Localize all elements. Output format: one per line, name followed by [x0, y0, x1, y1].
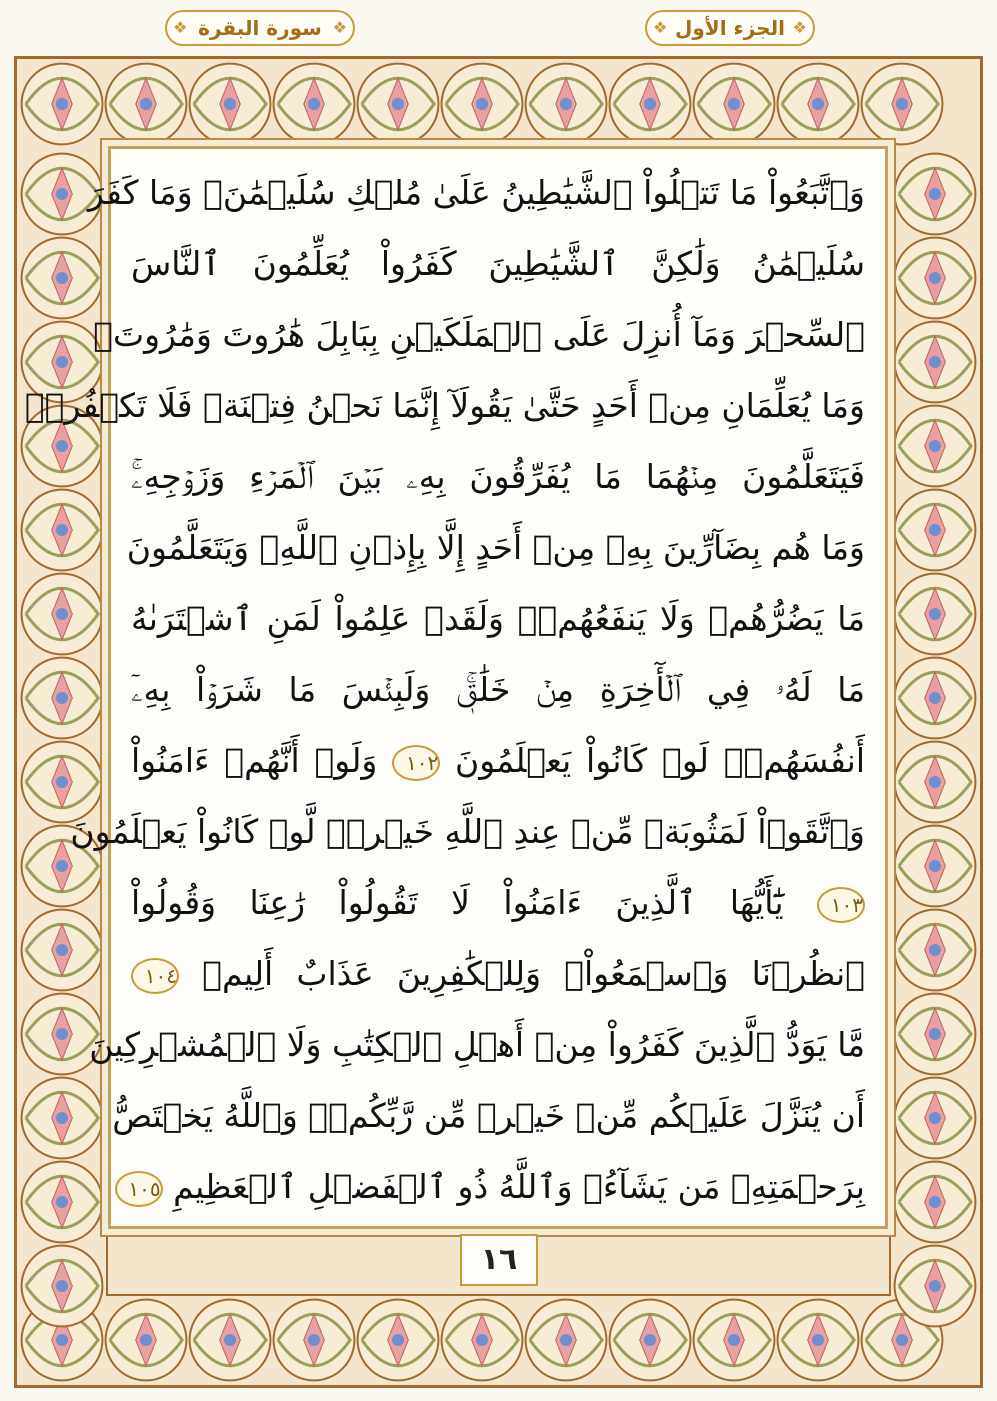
ornament-dot: [560, 1334, 572, 1346]
ornament-dot: [392, 1334, 404, 1346]
ornament-dot: [560, 98, 572, 110]
quran-line: [131, 938, 865, 1010]
quran-line: [131, 583, 865, 655]
ornament-dot: [224, 1334, 236, 1346]
line-text: ٱلسِّحۡرَ وَمَآ أُنزِلَ عَلَى ٱلۡمَلَكَيۡنِ بِبَابِلَ هَٰرُوتَ وَمَٰرُوتَۚ: [93, 315, 865, 354]
line-text: مَا لَهُۥ فِي ٱلۡأٓخِرَةِ مِنۡ خَلَٰقٖۚ وَلَبِئۡسَ مَا شَرَوۡاْ بِهِۦٓ: [131, 670, 865, 709]
ornament-dot: [56, 1280, 68, 1292]
ornament-dot: [929, 1196, 941, 1208]
ornament-dot: [56, 608, 68, 620]
line-text: وَٱتَّقَوۡاْ لَمَثُوبَةٞ مِّنۡ عِندِ ٱللَّهِ خَيۡرٞۖ لَّوۡ كَانُواْ يَعۡلَمُونَ: [70, 812, 865, 851]
ornament-dot: [56, 356, 68, 368]
quran-line: [131, 725, 865, 797]
ornament-dot: [929, 1028, 941, 1040]
ornament-dot: [56, 860, 68, 872]
ornament-dot: [929, 608, 941, 620]
ayah-number: ١٠٢: [392, 745, 440, 781]
ornament-dot: [929, 944, 941, 956]
ornament-dot: [929, 440, 941, 452]
ornament-dot: [929, 692, 941, 704]
line-text: سُلَيۡمَٰنُ وَلَٰكِنَّ ٱلشَّيَٰطِينَ كَفَرُواْ يُعَلِّمُونَ ٱلنَّاسَ: [131, 244, 865, 283]
ornament-dot: [929, 356, 941, 368]
ornament-dot: [476, 98, 488, 110]
line-text: أَن يُنَزَّلَ عَلَيۡكُم مِّنۡ خَيۡرٖ مِّن رَّبِّكُمۡۚ وَٱللَّهُ يَخۡتَصُّ: [112, 1096, 865, 1135]
line-text: مَا يَضُرُّهُمۡ وَلَا يَنفَعُهُمۡۚ وَلَقَدۡ عَلِمُواْ لَمَنِ ٱشۡتَرَىٰهُ: [131, 599, 865, 638]
page-number: ١٦: [460, 1234, 538, 1286]
line-text: مَّا يَوَدُّ ٱلَّذِينَ كَفَرُواْ مِنۡ أَهۡلِ ٱلۡكِتَٰبِ وَلَا ٱلۡمُشۡرِكِينَ: [89, 1025, 865, 1064]
ornament-dot: [140, 98, 152, 110]
ornament-dot: [56, 272, 68, 284]
ayah-number: ١٠٥: [115, 1171, 163, 1207]
quran-line: [131, 654, 865, 726]
juz-name-label: ❖ الجزء الأول ❖: [645, 10, 815, 46]
ornament-dot: [929, 776, 941, 788]
ornament-dot: [896, 98, 908, 110]
line-text: وَمَا يُعَلِّمَانِ مِنۡ أَحَدٍ حَتَّىٰ يَقُولَآ إِنَّمَا نَحۡنُ فِتۡنَةٞ فَلَا تَكۡفُرۡۖ: [24, 386, 865, 425]
ornament-dot: [728, 1334, 740, 1346]
quran-line: [131, 867, 865, 939]
quran-line: [126, 512, 865, 584]
quran-line: [131, 441, 865, 513]
ornament-dot: [56, 1112, 68, 1124]
line-text: وَٱتَّبَعُواْ مَا تَتۡلُواْ ٱلشَّيَٰطِينُ عَلَىٰ مُلۡكِ سُلَيۡمَٰنَۖ وَمَا كَفَرَ: [87, 173, 865, 212]
ornament-dot: [896, 1334, 908, 1346]
ornament-dot: [392, 98, 404, 110]
quran-text-panel: [24, 146, 888, 1229]
ornament-dot: [56, 524, 68, 536]
line-text: وَمَا هُم بِضَآرِّينَ بِهِۦ مِنۡ أَحَدٍ إِلَّا بِإِذۡنِ ٱللَّهِۚ وَيَتَعَلَّمُونَ: [126, 528, 865, 567]
line-text: أَنفُسَهُمۡۚ لَوۡ كَانُواْ يَعۡلَمُونَ: [455, 741, 866, 780]
ornament-dot: [812, 98, 824, 110]
ornament-dot: [56, 1334, 68, 1346]
ornament-dot: [308, 98, 320, 110]
quran-line: [93, 299, 865, 371]
ornament-dot: [644, 1334, 656, 1346]
ornament-dot: [929, 524, 941, 536]
quran-line: [131, 228, 865, 300]
quran-line: [70, 796, 865, 868]
line-text: يَٰٓأَيُّهَا ٱلَّذِينَ ءَامَنُواْ لَا تَقُولُواْ رَٰعِنَا وَقُولُواْ: [131, 883, 784, 922]
ayah-number: ١٠٣: [817, 887, 865, 923]
ornament-dot: [56, 188, 68, 200]
ornament-dot: [812, 1334, 824, 1346]
line-text: بِرَحۡمَتِهِۦ مَن يَشَآءُۚ وَٱللَّهُ ذُو ٱلۡفَضۡلِ ٱلۡعَظِيمِ: [173, 1167, 865, 1206]
ornament-dot: [56, 1028, 68, 1040]
ornament-dot: [728, 98, 740, 110]
ornament-dot: [56, 1196, 68, 1208]
ornament-dot: [476, 1334, 488, 1346]
ornament-dot: [929, 1112, 941, 1124]
ornament-dot: [56, 98, 68, 110]
ayah-number: ١٠٤: [131, 958, 179, 994]
ornament-dot: [56, 776, 68, 788]
ornament-dot: [644, 98, 656, 110]
line-text: وَلَوۡ أَنَّهُمۡ ءَامَنُواْ: [131, 741, 378, 780]
ornament-dot: [224, 98, 236, 110]
ornament-dot: [140, 1334, 152, 1346]
line-text: ٱنظُرۡنَا وَٱسۡمَعُواْۗ وَلِلۡكَٰفِرِينَ عَذَابٌ أَلِيمٞ: [202, 954, 865, 993]
ornament-dot: [56, 944, 68, 956]
quran-line: [24, 370, 865, 442]
ornament-dot: [56, 692, 68, 704]
surah-name-label: ❖ سورة البقرة ❖: [165, 10, 355, 46]
quran-line: [89, 1009, 865, 1081]
ornament-dot: [929, 188, 941, 200]
ornament-dot: [929, 860, 941, 872]
ornament-dot: [929, 272, 941, 284]
ornament-dot: [308, 1334, 320, 1346]
ornament-dot: [929, 1280, 941, 1292]
line-text: فَيَتَعَلَّمُونَ مِنۡهُمَا مَا يُفَرِّقُونَ بِهِۦ بَيۡنَ ٱلۡمَرۡءِ وَزَوۡجِهِۦۚ: [131, 457, 865, 496]
quran-line: [128, 1151, 865, 1223]
quran-line: [87, 157, 865, 229]
quran-line: [112, 1080, 865, 1152]
